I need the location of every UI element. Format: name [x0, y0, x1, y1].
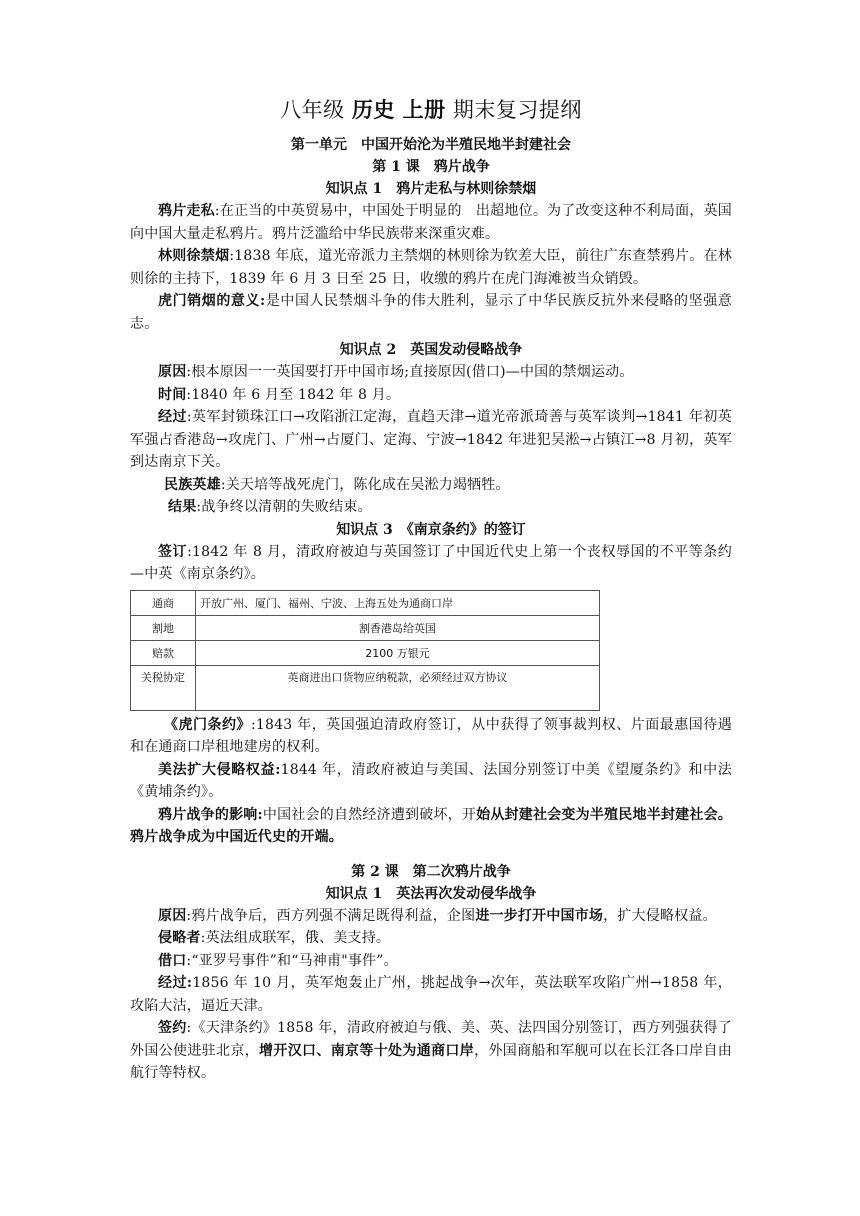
paragraph — [130, 714, 732, 759]
paragraph-text: :“亚罗号事件”和“马神甫"事件”。 — [186, 952, 398, 969]
lesson-heading: 第 2 课 第二次鸦片战争 — [351, 863, 511, 880]
paragraph — [130, 759, 732, 804]
paragraph — [130, 245, 732, 290]
table-row — [131, 590, 600, 615]
table-row — [131, 640, 600, 665]
paragraph-text: :1840 年 6 月至 1842 年 8 月。 — [186, 386, 401, 403]
paragraph-text: 1844 年，清政府被迫与美国、法国分别签订中美《望厦条约》和中法《黄埔条约》。 — [130, 761, 732, 800]
knowledge-point-heading: 知识点 1 鸦片走私与林则徐禁烟 — [325, 181, 537, 197]
table-value-cell: 开放广州、厦门、福州、宁波、上海五处为通商口岸 — [196, 590, 600, 615]
table-key-cell: 关税协定 — [131, 665, 196, 710]
paragraph — [130, 290, 732, 335]
table-value-cell: 2100 万银元 — [196, 640, 600, 665]
treaty-terms-table — [130, 590, 600, 711]
paragraph-text: :在正当的中英贸易中，中国处于明显的 出超地位。为了改变这种不利局面，英国向中国大量走私鸦片。鸦片泛滥给中华民族带来深重灾难。 — [130, 203, 732, 242]
paragraph-text: :根本原因一一英国要打开中国市场;直接原因(借口)—中国的禁烟运动。 — [186, 364, 634, 380]
paragraph-text: :英军封锁珠江口→攻陷浙江定海，直趋天津→道光帝派琦善与英军谈判→1841 年初英军强占香港岛→攻虎门、广州→占厦门、定海、宁波→1842 年进犯吴淞→占镇江→8 月初，英军到达南京下关。 — [130, 409, 733, 470]
table-value-cell: 割香港岛给英国 — [196, 615, 600, 640]
term-label: 林则徐禁烟 — [158, 248, 230, 264]
document-page — [130, 96, 732, 1085]
paragraph — [130, 361, 732, 384]
paragraph — [130, 200, 732, 245]
paragraph-text: 中国社会的自然经济遭到破坏，开 — [262, 806, 477, 823]
paragraph-text: 1856 年 10 月，英军炮轰止广州，挑起战争→次年，英法联军攻陷广州→1858 年，攻陷大沽，逼近天津。 — [130, 975, 732, 1014]
term-label: 鸦片战争的影响: — [158, 806, 263, 823]
paragraph — [130, 1017, 732, 1085]
paragraph-text: ，外国商船和军舰可以在长江各口岸自由航行等特权。 — [130, 1042, 732, 1081]
term-label: 侵略者 — [158, 930, 201, 946]
paragraph — [130, 972, 732, 1017]
paragraph — [130, 406, 732, 474]
paragraph-text: :战争终以清朝的失败结束。 — [196, 499, 372, 515]
knowledge-point-heading: 知识点 2 英国发动侵略战争 — [339, 342, 523, 358]
paragraph — [130, 950, 732, 973]
term-label: 鸦片走私 — [158, 203, 215, 219]
section-gap — [130, 849, 732, 861]
title-subject: 历史 上册 — [351, 97, 446, 122]
term-label: 民族英雄 — [164, 476, 221, 493]
paragraph-text: :1843 年，英国强迫清政府签订，从中获得了领事裁判权、片面最惠国待遇和在通商口岸租地建房的权利。 — [130, 716, 732, 755]
paragraph-text: :1838 年底，道光帝派力主禁烟的林则徐为钦差大臣，前往广东查禁鸦片。在林则徐的主持下，1839 年 6 月 3 日至 25 日，收缴的鸦片在虎门海滩被当众销毁。 — [130, 248, 732, 287]
emphasis-text: 增开汉口、南京等十处为通商口岸 — [259, 1042, 475, 1059]
term-label: 《虎门条约》 — [164, 716, 251, 733]
term-label: 借口 — [158, 952, 187, 969]
term-label: 经过 — [158, 409, 187, 425]
term-label: 时间 — [158, 386, 187, 403]
table-key-cell: 通商 — [131, 590, 196, 615]
unit-heading: 第一单元 中国开始沦为半殖民地半封建社会 — [291, 137, 571, 153]
paragraph — [130, 474, 732, 497]
paragraph — [130, 496, 732, 519]
paragraph-text: :英法组成联军，俄、美支持。 — [200, 930, 391, 946]
table-row — [131, 665, 600, 710]
term-label: 虎门销烟的意义: — [158, 293, 266, 309]
emphasis-text: 进一步打开中国市场 — [475, 907, 604, 924]
knowledge-point-heading: 知识点 1 英法再次发动侵华战争 — [325, 885, 537, 902]
term-label: 美法扩大侵略权益: — [158, 761, 281, 778]
term-label: 原因 — [158, 364, 187, 380]
lesson-heading: 第 1 课 鸦片战争 — [372, 159, 490, 175]
title-grade: 八年级 — [280, 98, 352, 122]
paragraph — [130, 384, 732, 407]
paragraph-text: :关天培等战死虎门，陈化成在吴淞力竭牺牲。 — [220, 476, 510, 493]
emphasis-text: 始从封建社会变为半殖民地半封建社会。鸦片战争成为中国近代史的开端。 — [130, 806, 732, 845]
paragraph-text: :1842 年 8 月，清政府被迫与英国签订了中国近代史上第一个丧权辱国的不平等条约—中英《南京条约》。 — [130, 543, 732, 582]
paragraph — [130, 804, 732, 849]
paragraph-text: ，扩大侵略权益。 — [603, 907, 717, 924]
page-title — [130, 96, 732, 124]
term-label: 经过: — [158, 975, 193, 991]
table-row — [131, 615, 600, 640]
table-key-cell: 割地 — [131, 615, 196, 640]
paragraph — [130, 905, 732, 928]
paragraph-text: 是中国人民禁烟斗争的伟大胜利，显示了中华民族反抗外来侵略的坚强意志。 — [130, 293, 732, 332]
term-label: 签约 — [158, 1020, 187, 1036]
paragraph — [130, 541, 732, 586]
term-label: 结果 — [168, 499, 197, 515]
knowledge-point-heading: 知识点 3 《南京条约》的签订 — [336, 521, 526, 538]
table-value-cell: 英商进出口货物应纳税款，必须经过双方协议 — [196, 665, 600, 710]
paragraph-text: :《天津条约》1858 年，清政府被迫与俄、美、英、法四国分别签订，西方列强获得了外国公使进驻北京， — [130, 1020, 732, 1059]
title-suffix: 期末复习提纲 — [445, 98, 582, 122]
paragraph-text: :鸦片战争后，西方列强不满足既得利益，企图 — [186, 907, 476, 924]
paragraph — [130, 927, 732, 950]
term-label: 原因 — [158, 907, 187, 924]
term-label: 签订 — [158, 543, 188, 560]
table-key-cell: 赔款 — [131, 640, 196, 665]
